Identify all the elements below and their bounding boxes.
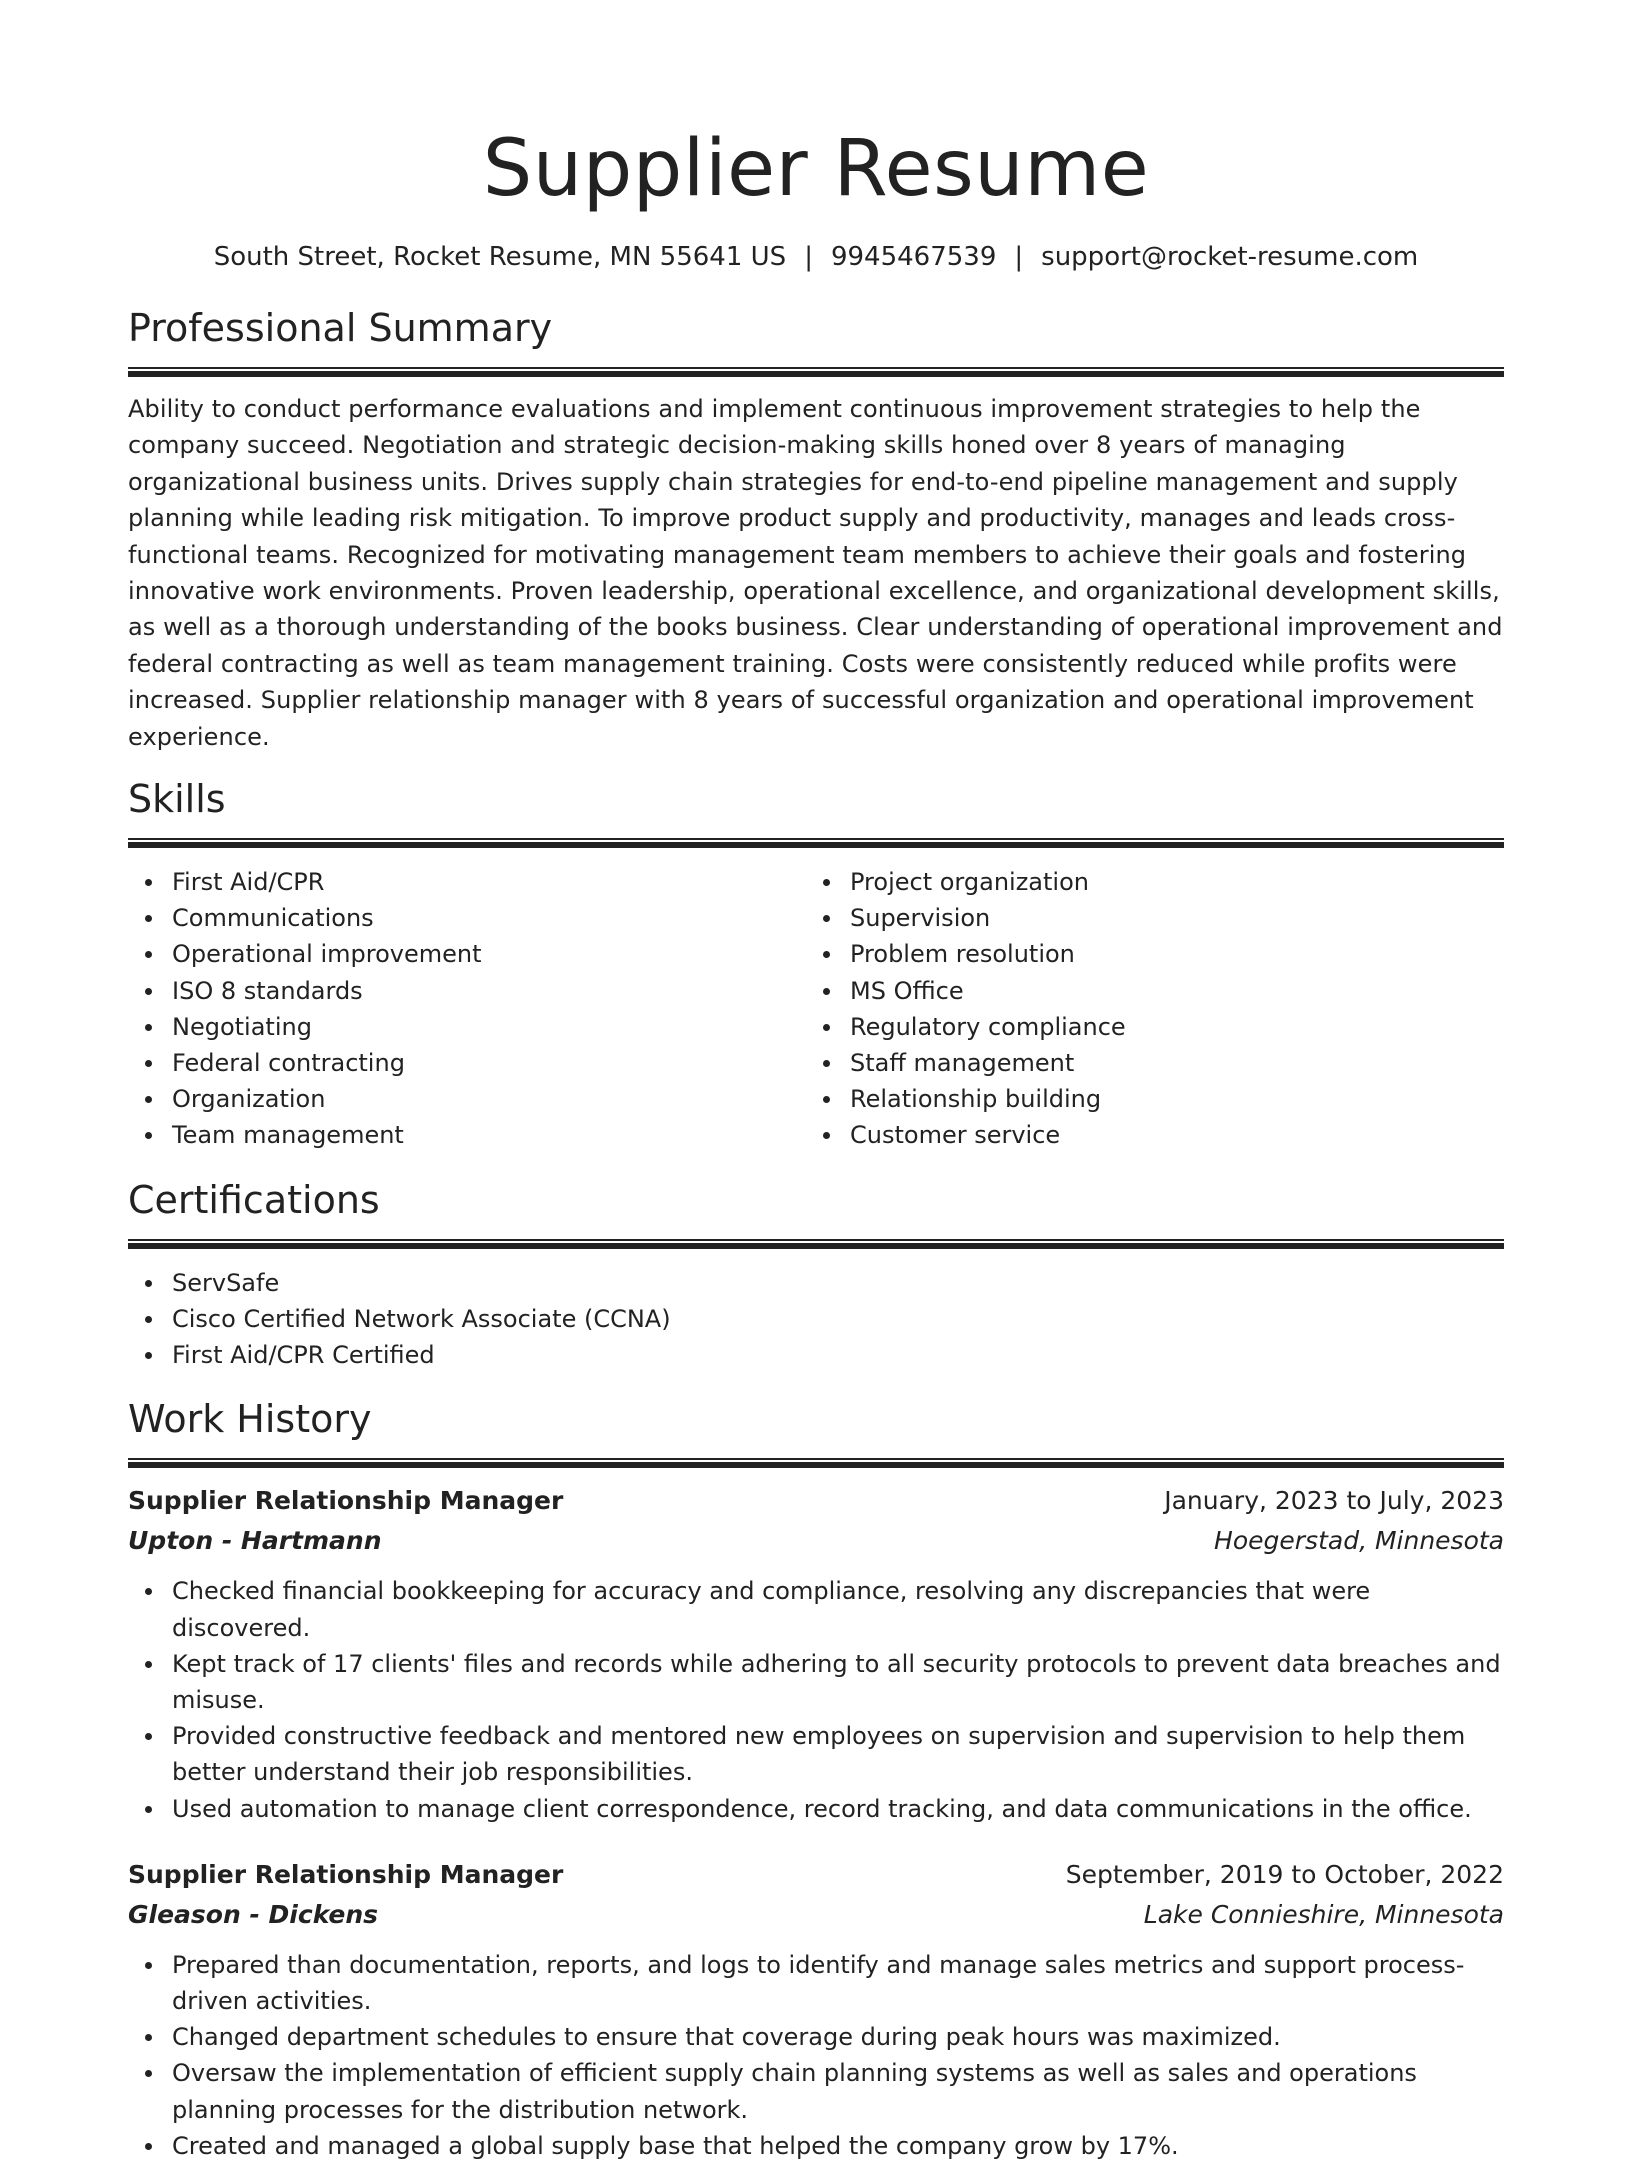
- skill-item: Customer service: [806, 1117, 1484, 1153]
- skill-item: MS Office: [806, 973, 1484, 1009]
- job-company-row: [128, 1521, 1504, 1561]
- job-title: Supplier Relationship Manager: [128, 1859, 564, 1889]
- skill-item: Supervision: [806, 900, 1484, 936]
- contact-address: South Street, Rocket Resume, MN 55641 US: [213, 242, 787, 272]
- skill-item: Organization: [128, 1081, 806, 1117]
- skill-item: ISO 8 standards: [128, 973, 806, 1009]
- job-company: Upton - Hartmann: [128, 1526, 382, 1556]
- contact-phone: 9945467539: [830, 242, 997, 272]
- job-entry: [128, 1481, 1504, 1826]
- section-divider: [128, 367, 1504, 377]
- summary-section: [128, 303, 1504, 755]
- job-bullet: Oversaw the implementation of efficient supply chain planning systems as well as sales and operations planning processes for the distribution network.: [128, 2055, 1504, 2127]
- job-bullet: Checked financial bookkeeping for accuracy and compliance, resolving any discrepancies that were discovered.: [128, 1573, 1504, 1645]
- skill-item: Relationship building: [806, 1081, 1484, 1117]
- skills-column-right: [806, 864, 1484, 1154]
- skill-item: Staff management: [806, 1045, 1484, 1081]
- skill-item: Communications: [128, 900, 806, 936]
- section-divider: [128, 1239, 1504, 1249]
- skill-item: Team management: [128, 1117, 806, 1153]
- section-heading-summary: Professional Summary: [128, 306, 553, 350]
- section-divider: [128, 838, 1504, 848]
- job-dates: September, 2019 to October, 2022: [1065, 1859, 1504, 1889]
- skill-item: Federal contracting: [128, 1045, 806, 1081]
- contact-line: [128, 240, 1504, 274]
- work-history-section: [128, 1394, 1504, 2164]
- skills-column-left: [128, 864, 806, 1154]
- resume-page: [128, 0, 1504, 2164]
- job-bullet: Provided constructive feedback and mentored new employees on supervision and supervision to help them better understand their job responsibilities.: [128, 1718, 1504, 1790]
- skills-section: [128, 774, 1504, 1154]
- job-company: Gleason - Dickens: [128, 1899, 379, 1929]
- contact-email: support@rocket-resume.com: [1041, 242, 1419, 272]
- job-entry: [128, 1855, 1504, 2164]
- summary-text: Ability to conduct performance evaluations and implement continuous improvement strategies to help the company succeed. Negotiation and strategic decision-making skills honed over 8 years of managing organizational business units. Drives supply chain strategies for end-to-end pipeline management and supply planning while leading risk mitigation. To improve product supply and productivity, manages and leads cross-functional teams. Recognized for motivating management team members to achieve their goals and fostering innovative work environments. Proven leadership, operational excellence, and organizational development skills, as well as a thorough understanding of the books business. Clear understanding of operational improvement and federal contracting as well as team management training. Costs were consistently reduced while profits were increased. Supplier relationship manager with 8 years of successful organization and operational improvement experience.: [128, 395, 1503, 751]
- skill-item: Operational improvement: [128, 936, 806, 972]
- skill-item: Problem resolution: [806, 936, 1484, 972]
- job-header-row: [128, 1855, 1504, 1895]
- job-bullet: Kept track of 17 clients' files and records while adhering to all security protocols to prevent data breaches and misuse.: [128, 1646, 1504, 1718]
- skill-item: Negotiating: [128, 1009, 806, 1045]
- skills-grid: [128, 864, 1504, 1154]
- contact-separator: |: [1014, 242, 1024, 272]
- skill-item: First Aid/CPR: [128, 864, 806, 900]
- certification-item: First Aid/CPR Certified: [128, 1337, 1504, 1373]
- section-heading-work-history: Work History: [128, 1397, 372, 1442]
- section-heading-skills: Skills: [128, 777, 226, 822]
- skill-item: Project organization: [806, 864, 1484, 900]
- job-location: Lake Connieshire, Minnesota: [1143, 1899, 1504, 1929]
- skill-item: Regulatory compliance: [806, 1009, 1484, 1045]
- job-bullet: Prepared than documentation, reports, and logs to identify and manage sales metrics and support process-driven activities.: [128, 1947, 1504, 2019]
- section-heading-certifications: Certifications: [128, 1177, 380, 1222]
- job-location: Hoegerstad, Minnesota: [1214, 1526, 1504, 1556]
- job-bullet: Used automation to manage client correspondence, record tracking, and data communications in the office.: [128, 1791, 1504, 1827]
- certification-item: ServSafe: [128, 1265, 1504, 1301]
- job-bullet-list: [128, 1947, 1504, 2164]
- certifications-section: [128, 1175, 1504, 1374]
- job-header-row: [128, 1481, 1504, 1521]
- resume-title: Supplier Resume: [482, 124, 1150, 214]
- job-bullet: Changed department schedules to ensure that coverage during peak hours was maximized.: [128, 2019, 1504, 2055]
- job-dates: January, 2023 to July, 2023: [1164, 1486, 1504, 1516]
- job-title: Supplier Relationship Manager: [128, 1486, 564, 1516]
- job-company-row: [128, 1895, 1504, 1935]
- job-bullet: Created and managed a global supply base that helped the company grow by 17%.: [128, 2128, 1504, 2164]
- contact-separator: |: [804, 242, 813, 272]
- job-bullet-list: [128, 1573, 1504, 1826]
- section-divider: [128, 1458, 1504, 1468]
- certification-item: Cisco Certified Network Associate (CCNA): [128, 1301, 1504, 1337]
- certifications-list: [128, 1265, 1504, 1374]
